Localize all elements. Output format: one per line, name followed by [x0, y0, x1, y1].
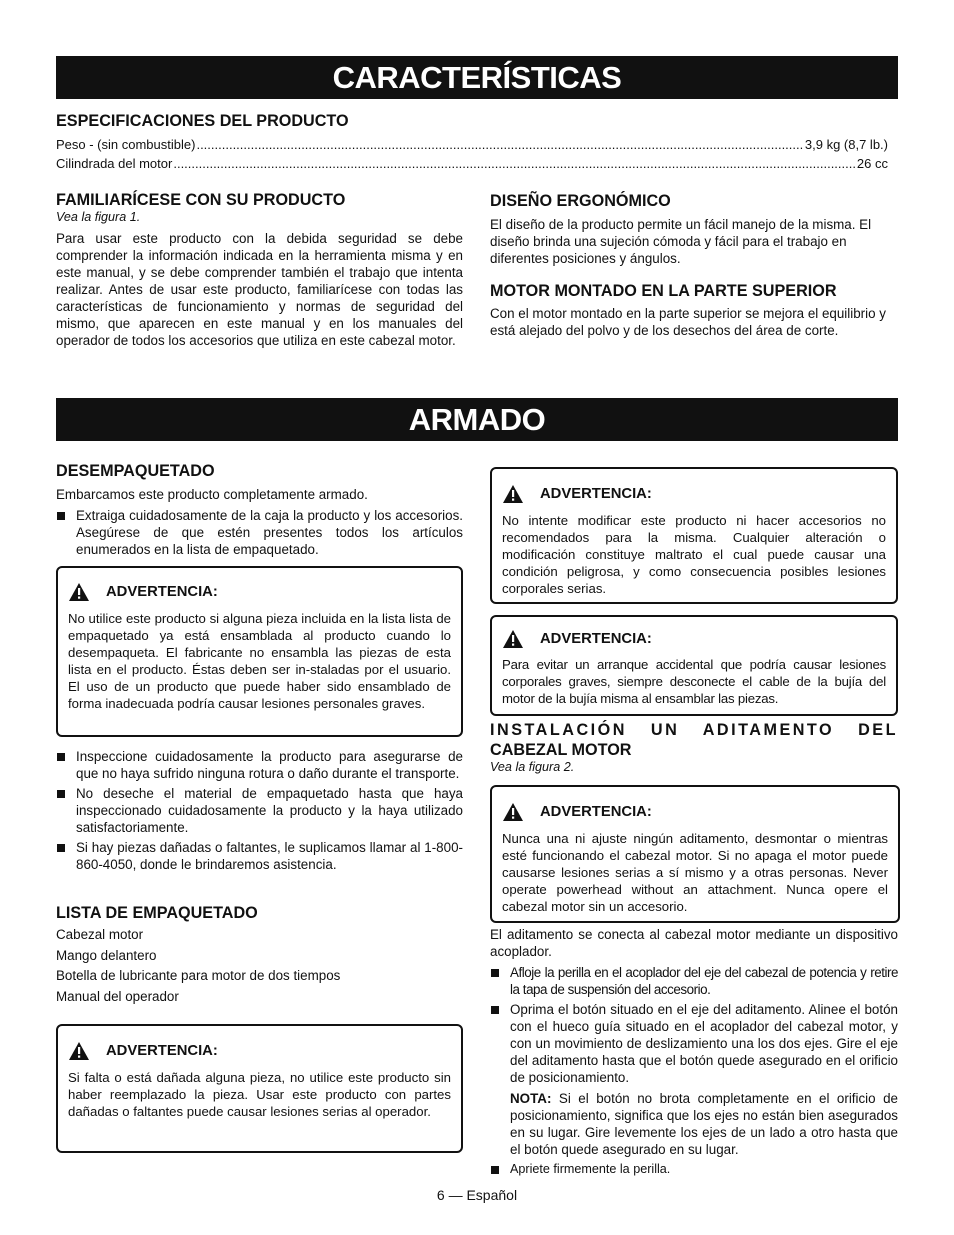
attachment-heading-line2: CABEZAL MOTOR: [490, 741, 632, 759]
warning-box: [490, 615, 898, 716]
motor-text: Con el motor montado en la parte superior se mejora el equilibrio y está alejado del polvo y de los desechos del área de corte.: [490, 306, 886, 338]
warning-text: Si falta o está dañada alguna pieza, no utilice este producto sin haber reemplazado la pieza. Usar este producto con partes dañadas o faltantes puede causar lesiones serias al operador.: [68, 1070, 451, 1119]
list-item: Manual del operador: [56, 988, 179, 1004]
spec-value: 3,9 kg (8,7 lb.): [804, 137, 888, 152]
warning-label: ADVERTENCIA:: [106, 583, 218, 600]
dot-leader: [173, 154, 856, 173]
specs-section: [56, 111, 888, 173]
warning-header: [68, 582, 451, 602]
warning-box: [56, 566, 463, 737]
dot-leader: [196, 135, 803, 154]
spec-row: [56, 135, 888, 154]
warning-label: ADVERTENCIA:: [106, 1042, 218, 1059]
inspection-list-section: [56, 748, 463, 873]
list-item: Botella de lubricante para motor de dos tiempos: [56, 968, 341, 983]
motor-section: [490, 281, 898, 339]
attachment-heading-line1: INSTALACIÓN UN ADITAMENTO DEL: [490, 721, 898, 739]
list-item: Afloje la perilla en el acoplador del eje del cabezal de potencia y retire la tapa de suspensión del accesorio.: [490, 964, 898, 998]
warning-triangle-icon: [502, 484, 524, 504]
warning-header: [502, 802, 888, 822]
spec-label: Cilindrada del motor: [56, 156, 173, 171]
warning-text: No utilice este producto si alguna pieza incluida en la lista lista de empaquetado ya está ensamblada al producto cuando lo desempaqueta. El fabricante no ensambla las piezas de esta lista en el producto. Éstas deben ser in-staladas por el usuario. El uso de un producto que puede haber sido ensamblado de forma inadecuada podría causar lesiones personales graves.: [68, 611, 451, 711]
ergonomic-heading: DISEÑO ERGONÓMICO: [490, 192, 671, 210]
warning-text: No intente modificar este producto ni hacer accesorios no recomendados para la misma. Cualquier alteración o modificación constituye maltrato el cual puede causar una condición peligrosa, y como consecuencia posibles lesiones corporales serias.: [502, 513, 886, 596]
warning-triangle-icon: [502, 629, 524, 649]
packing-list-section: [56, 903, 463, 1007]
warning-label: ADVERTENCIA:: [540, 803, 652, 820]
familiarize-section: [56, 190, 463, 349]
ergonomic-text: El diseño de la producto permite un fácil manejo de la misma. El diseño brinda una sujeción cómoda y fácil para el trabajo en diferentes posiciones y ángulos.: [490, 217, 872, 266]
unpacking-list: [56, 507, 463, 558]
spec-label: Peso - (sin combustible): [56, 137, 196, 152]
banner-caracteristicas: CARACTERÍSTICAS: [56, 56, 898, 99]
warning-box: [56, 1024, 463, 1153]
note-text: Si el botón no brota completamente en el orificio de posicionamiento, significa que los ejes no están bien asegurados en su lugar. Gire levemente los ejes de un lado a otro hasta que el botón quede asegurado en su lugar.: [510, 1091, 898, 1157]
list-item: Mango delantero: [56, 947, 157, 963]
familiarize-text: Para usar este producto con la debida seguridad se debe comprender la información indicada en la herramienta misma y en este manual, y se debe comprender también el trabajo que intenta realizar. Antes de usar este producto, familiarícese con todas las características de funcionamiento y normas de seguridad del mismo, que aparecen en este manual y en los manuales del operador de todos los accesorios que utiliza en este cabezal motor.: [56, 231, 463, 348]
list-item: Oprima el botón situado en el eje del aditamento. Alinee el botón con el hueco guía situado en el acoplador del cabezal motor, y con un movimiento de deslizamiento una los dos ejes. Gire el eje del aditamento hasta que el botón quede asegurado en el orificio de posicionamiento.: [490, 1001, 898, 1086]
spec-value: 26 cc: [856, 156, 888, 171]
warning-text: Para evitar un arranque accidental que podría causar lesiones corporales graves, siempre desconecte el cable de la bujía del motor de la bujía misma al ensamblar las piezas.: [502, 657, 886, 706]
warning-label: ADVERTENCIA:: [540, 630, 652, 647]
unpacking-heading: DESEMPAQUETADO: [56, 462, 215, 480]
attachment-section: [490, 720, 898, 775]
attachment-final-list: [490, 1161, 898, 1178]
packing-list-heading: LISTA DE EMPAQUETADO: [56, 904, 258, 922]
list-item: Si hay piezas dañadas o faltantes, le suplicamos llamar al 1-800-860-4050, donde le brindaremos asistencia.: [56, 839, 463, 873]
note-paragraph: [510, 1090, 898, 1158]
warning-triangle-icon: [68, 582, 90, 602]
list-item: Cabezal motor: [56, 927, 144, 942]
unpacking-intro: Embarcamos este producto completamente armado.: [56, 487, 368, 502]
warning-box: [490, 785, 900, 923]
inspection-list: [56, 748, 463, 873]
figure-reference: Vea la figura 1.: [56, 210, 141, 224]
specs-heading: ESPECIFICACIONES DEL PRODUCTO: [56, 112, 349, 130]
list-item: No deseche el material de empaquetado hasta que haya inspeccionado cuidadosamente la producto y la haya utilizado satisfactoriamente.: [56, 785, 463, 836]
page-footer: 6 — Español: [436, 1187, 518, 1203]
note-label: NOTA:: [510, 1091, 552, 1106]
attachment-intro: El aditamento se conecta al cabezal motor mediante un dispositivo acoplador.: [490, 927, 898, 959]
unpacking-section: [56, 461, 463, 558]
warning-header: [68, 1041, 451, 1061]
ergonomic-section: [490, 191, 898, 267]
spec-row: [56, 154, 888, 173]
warning-header: [502, 629, 886, 649]
warning-triangle-icon: [68, 1041, 90, 1061]
list-item: Inspeccione cuidadosamente la producto para asegurarse de que no haya sufrido ninguna rotura o daño durante el transporte.: [56, 748, 463, 782]
familiarize-heading: FAMILIARÍCESE CON SU PRODUCTO: [56, 191, 346, 209]
attachment-steps: [490, 926, 898, 1178]
figure-reference: Vea la figura 2.: [490, 760, 575, 774]
warning-header: [502, 484, 886, 504]
warning-box: [490, 467, 898, 604]
attachment-steps-list: [490, 964, 898, 1086]
list-item: Apriete firmemente la perilla.: [490, 1161, 898, 1178]
warning-text: Nunca una ni ajuste ningún aditamento, desmontar o mientras esté funcionando el cabezal motor. Si no apaga el motor puede causarse lesiones serias a sí mismo y a otras personas. Never operate powerhead without an attachment. Nunca opere el cabezal motor sin un accesorio.: [502, 831, 888, 914]
motor-heading: MOTOR MONTADO EN LA PARTE SUPERIOR: [490, 282, 837, 300]
warning-label: ADVERTENCIA:: [540, 485, 652, 502]
warning-triangle-icon: [502, 802, 524, 822]
list-item: Extraiga cuidadosamente de la caja la producto y los accesorios. Asegúrese de que estén presentes todos los artículos enumerados en la lista de empaquetado.: [56, 507, 463, 558]
banner-armado: ARMADO: [56, 398, 898, 441]
